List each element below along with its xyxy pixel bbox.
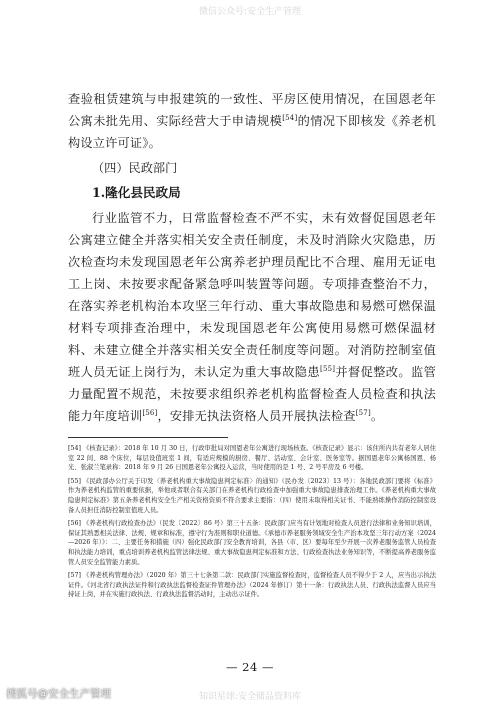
paragraph-2 <box>68 207 436 427</box>
paragraph-2-text: 行业监管不力，日常监督检查不严不实，未有效督促国恩老年公寓建立健全并落实相关安全责任制度，未及时消除火灾隐患，历次检查均未发现国恩老年公寓养老护理员配比不合理、雇用无证电工上岗、未按要求配备紧急呼叫装置等问题。专项排查整治不力，在落实养老机构治本攻坚三年行动、重大事故隐患和易燃可燃保温材料专项排查治理中，未发现国恩老年公寓使用易燃可燃保温材料、未建立健全并落实相关安全责任制度等问题。对消防控制室值班人员无证上岗行为，未认定为重大事故隐患 <box>68 211 436 379</box>
footnote-57: [57] 《养老机构管理办法》（2020 年）第三十七条第二款：民政部门实施监督检查时，监督检查人员不得少于 2 人，应当出示执法证件。《河北省行政执法证件和行政执法监督检查证件管理办法》（2024 年修订）第十一条：行政执法人员、行政执法监督人员应当持证上岗，并在实施行政执法、行政执法监督活动时，主动出示证件。 <box>68 572 436 599</box>
footnote-ref-57[interactable]: [57] <box>355 408 371 417</box>
section-heading: （四）民政部门 <box>92 161 178 175</box>
footnote-divider <box>68 437 228 438</box>
paragraph-1-tail: 的情况下即核发《养老机构设立许可证》。 <box>68 114 436 150</box>
paragraph-2-end: 。 <box>370 409 384 423</box>
sub-heading: 1.隆化县民政局 <box>92 185 181 200</box>
page-number: — 24 — <box>226 660 274 674</box>
page-content <box>68 88 436 604</box>
footnote-56: [56] 《养老机构行政检查办法》（民发〔2022〕86 号）第三十五条：民政部门应当有计划地对检查人员进行法律和业务知识培训，保证其熟悉相关法律、法规、规章和标准，遵守行为准则和职业道德。《承德市养老服务领域安全生产治本攻坚三年行动方案（2024—2026 年）》：二、主要任务和措施（四）强化民政部门安全教育培训，各县（市、区）要每年至少开展一次养老服务监管人员检查和执法能力培训，重点培训养老机构监管法律法规、重大事故隐患判定标准和方法、行政检查执法业务知识等，不断提高养老服务监管人员安全监管能力素质。 <box>68 520 436 566</box>
corner-watermark: 搜狐号@安全生产管理 <box>6 688 111 700</box>
footnote-55: [55] 《民政部办公厅关于印发〈养老机构重大事故隐患判定标准〉的通知》（民办发〔2023〕13 号）：各地民政部门要将《标准》作为养老机构监管的重要依据，举他或者联合有关部门在养老机构行政检查中加强重大事故隐患排查治理工作。《养老机构重大事故隐患判定标准》第五条养老机构安全生产相关资格资质不符合要求主要指：（四）使用未取得相关证书、不能熟练操作消防控制室设备人员担任消防控制室值班人员。 <box>68 477 436 514</box>
paragraph-1 <box>68 88 436 154</box>
footnote-ref-56[interactable]: [56] <box>142 408 158 417</box>
paragraph-1-text: 查验租赁建筑与申报建筑的一致性、平房区使用情况，在国恩老年公寓未批先用、实际经营大于申请规模 <box>68 92 436 128</box>
footnote-ref-55[interactable]: [55] <box>320 364 336 373</box>
paragraph-2-mid2: ，安排无执法资格人员开展执法检查 <box>157 409 356 423</box>
footnote-54: [54] 《核查记录》：2018 年 10 月 30 日，行政审批局对国恩老年公寓进行现场核查。《核查记录》显示：该住所内共有老年人居住室 22 间、88 个床位，每层设值班室 1 间，有适应规模的厨房、餐厅、活动室、会计室、医务室等。据国恩老年公寓杨国恩、杨光、张淑兰笔录称：2018 年 9 月 26 日国恩老年公寓投入运营，当时使用的是 1 号、2 号平房及 6 号楼。 <box>68 445 436 472</box>
footnote-ref-54[interactable]: [54] <box>282 113 298 122</box>
paragraph-2-mid: 并督促整改。监管力量配置不规范，未按要求组织养老机构监督检查人员检查和执法能力年度培训 <box>68 365 436 423</box>
footnotes <box>68 444 436 600</box>
bottom-watermark: 知识星球:安全储品资料库 <box>198 692 302 702</box>
top-watermark: 微信公众号:安全生产管理 <box>198 7 302 17</box>
